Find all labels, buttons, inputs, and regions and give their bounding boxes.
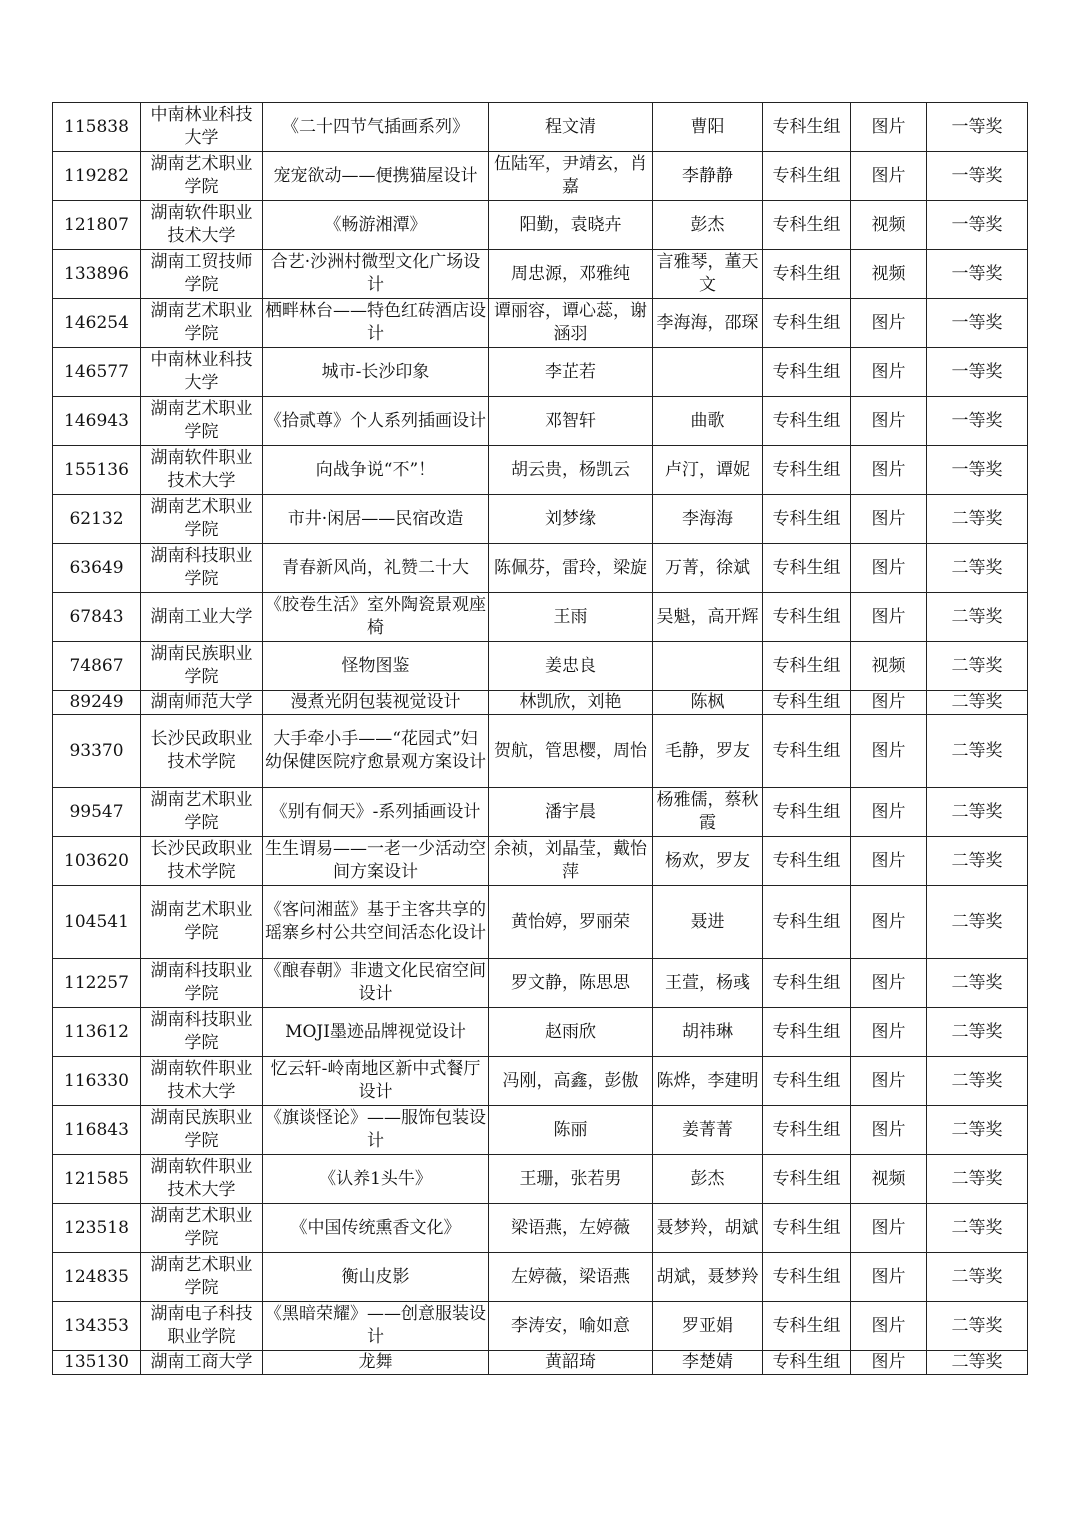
advisor-cell: 万菁，徐斌 xyxy=(653,544,763,593)
entry-id-cell: 116843 xyxy=(53,1106,141,1155)
prize-cell: 二等奖 xyxy=(927,886,1028,959)
advisor-cell: 胡斌，聂梦羚 xyxy=(653,1253,763,1302)
table-row xyxy=(53,1204,1028,1253)
prize-cell: 一等奖 xyxy=(927,250,1028,299)
advisor-cell: 陈枫 xyxy=(653,691,763,715)
authors-cell: 程文清 xyxy=(489,103,653,152)
work-title-cell: 龙舞 xyxy=(263,1351,489,1375)
authors-cell: 冯刚，高鑫，彭傲 xyxy=(489,1057,653,1106)
school-cell: 湖南科技职业学院 xyxy=(141,959,263,1008)
table-row xyxy=(53,1302,1028,1351)
group-cell: 专科生组 xyxy=(763,1351,851,1375)
authors-cell: 姜忠良 xyxy=(489,642,653,691)
school-cell: 湖南软件职业技术大学 xyxy=(141,446,263,495)
table-row xyxy=(53,1351,1028,1375)
prize-cell: 二等奖 xyxy=(927,495,1028,544)
entry-id-cell: 74867 xyxy=(53,642,141,691)
work-type-cell: 图片 xyxy=(851,544,927,593)
work-title-cell: 栖畔林台——特色红砖酒店设计 xyxy=(263,299,489,348)
authors-cell: 余祯，刘晶莹，戴怡萍 xyxy=(489,837,653,886)
work-type-cell: 视频 xyxy=(851,1155,927,1204)
authors-cell: 陈佩芬，雷玲，梁旋 xyxy=(489,544,653,593)
authors-cell: 谭丽容，谭心蕊，谢涵羽 xyxy=(489,299,653,348)
entry-id-cell: 121807 xyxy=(53,201,141,250)
work-type-cell: 图片 xyxy=(851,959,927,1008)
school-cell: 长沙民政职业技术学院 xyxy=(141,837,263,886)
award-table-body xyxy=(53,103,1028,1375)
work-type-cell: 图片 xyxy=(851,715,927,788)
advisor-cell: 胡祎琳 xyxy=(653,1008,763,1057)
prize-cell: 二等奖 xyxy=(927,1057,1028,1106)
table-row xyxy=(53,1106,1028,1155)
advisor-cell: 李海海，邵琛 xyxy=(653,299,763,348)
table-row xyxy=(53,788,1028,837)
work-type-cell: 图片 xyxy=(851,446,927,495)
entry-id-cell: 67843 xyxy=(53,593,141,642)
entry-id-cell: 115838 xyxy=(53,103,141,152)
group-cell: 专科生组 xyxy=(763,1302,851,1351)
table-row xyxy=(53,103,1028,152)
advisor-cell: 姜菁菁 xyxy=(653,1106,763,1155)
school-cell: 湖南软件职业技术大学 xyxy=(141,1155,263,1204)
entry-id-cell: 121585 xyxy=(53,1155,141,1204)
work-type-cell: 图片 xyxy=(851,1253,927,1302)
table-row xyxy=(53,348,1028,397)
table-row xyxy=(53,1008,1028,1057)
work-title-cell: 忆云轩-岭南地区新中式餐厅设计 xyxy=(263,1057,489,1106)
table-row xyxy=(53,397,1028,446)
school-cell: 湖南艺术职业学院 xyxy=(141,886,263,959)
table-row xyxy=(53,837,1028,886)
group-cell: 专科生组 xyxy=(763,886,851,959)
school-cell: 湖南艺术职业学院 xyxy=(141,1253,263,1302)
entry-id-cell: 62132 xyxy=(53,495,141,544)
table-row xyxy=(53,1253,1028,1302)
work-title-cell: 《认养1头牛》 xyxy=(263,1155,489,1204)
authors-cell: 林凯欣，刘艳 xyxy=(489,691,653,715)
group-cell: 专科生组 xyxy=(763,495,851,544)
group-cell: 专科生组 xyxy=(763,1204,851,1253)
prize-cell: 一等奖 xyxy=(927,348,1028,397)
work-type-cell: 图片 xyxy=(851,1106,927,1155)
prize-cell: 二等奖 xyxy=(927,959,1028,1008)
prize-cell: 二等奖 xyxy=(927,642,1028,691)
table-row xyxy=(53,1057,1028,1106)
prize-cell: 一等奖 xyxy=(927,299,1028,348)
group-cell: 专科生组 xyxy=(763,642,851,691)
work-type-cell: 图片 xyxy=(851,593,927,642)
group-cell: 专科生组 xyxy=(763,348,851,397)
group-cell: 专科生组 xyxy=(763,397,851,446)
school-cell: 湖南软件职业技术大学 xyxy=(141,1057,263,1106)
prize-cell: 二等奖 xyxy=(927,1106,1028,1155)
work-type-cell: 图片 xyxy=(851,495,927,544)
advisor-cell: 彭杰 xyxy=(653,1155,763,1204)
authors-cell: 贺航，管思樱，周怡 xyxy=(489,715,653,788)
group-cell: 专科生组 xyxy=(763,446,851,495)
authors-cell: 阳勤，袁晓卉 xyxy=(489,201,653,250)
authors-cell: 周忠源，邓雅纯 xyxy=(489,250,653,299)
school-cell: 长沙民政职业技术学院 xyxy=(141,715,263,788)
work-type-cell: 图片 xyxy=(851,788,927,837)
authors-cell: 黄韶琦 xyxy=(489,1351,653,1375)
work-title-cell: 《别有侗天》-系列插画设计 xyxy=(263,788,489,837)
work-title-cell: 青春新风尚，礼赞二十大 xyxy=(263,544,489,593)
authors-cell: 左婷薇，梁语燕 xyxy=(489,1253,653,1302)
work-title-cell: 《二十四节气插画系列》 xyxy=(263,103,489,152)
work-type-cell: 图片 xyxy=(851,299,927,348)
work-title-cell: 城市-长沙印象 xyxy=(263,348,489,397)
group-cell: 专科生组 xyxy=(763,715,851,788)
prize-cell: 二等奖 xyxy=(927,837,1028,886)
advisor-cell: 王萱，杨彧 xyxy=(653,959,763,1008)
work-title-cell: 《畅游湘潭》 xyxy=(263,201,489,250)
work-type-cell: 图片 xyxy=(851,1057,927,1106)
table-row xyxy=(53,691,1028,715)
work-type-cell: 图片 xyxy=(851,152,927,201)
group-cell: 专科生组 xyxy=(763,1008,851,1057)
prize-cell: 二等奖 xyxy=(927,1351,1028,1375)
work-type-cell: 图片 xyxy=(851,1302,927,1351)
authors-cell: 潘宇晨 xyxy=(489,788,653,837)
authors-cell: 李芷若 xyxy=(489,348,653,397)
prize-cell: 一等奖 xyxy=(927,152,1028,201)
group-cell: 专科生组 xyxy=(763,201,851,250)
school-cell: 湖南电子科技职业学院 xyxy=(141,1302,263,1351)
prize-cell: 二等奖 xyxy=(927,544,1028,593)
authors-cell: 王雨 xyxy=(489,593,653,642)
entry-id-cell: 99547 xyxy=(53,788,141,837)
school-cell: 湖南艺术职业学院 xyxy=(141,788,263,837)
group-cell: 专科生组 xyxy=(763,788,851,837)
school-cell: 湖南艺术职业学院 xyxy=(141,152,263,201)
work-title-cell: MOJI墨迹品牌视觉设计 xyxy=(263,1008,489,1057)
authors-cell: 梁语燕，左婷薇 xyxy=(489,1204,653,1253)
school-cell: 湖南民族职业学院 xyxy=(141,642,263,691)
prize-cell: 一等奖 xyxy=(927,201,1028,250)
advisor-cell: 聂进 xyxy=(653,886,763,959)
group-cell: 专科生组 xyxy=(763,593,851,642)
authors-cell: 陈丽 xyxy=(489,1106,653,1155)
work-title-cell: 大手牵小手——“花园式”妇幼保健医院疗愈景观方案设计 xyxy=(263,715,489,788)
school-cell: 湖南艺术职业学院 xyxy=(141,299,263,348)
advisor-cell: 李静静 xyxy=(653,152,763,201)
school-cell: 湖南工商大学 xyxy=(141,1351,263,1375)
work-title-cell: 衡山皮影 xyxy=(263,1253,489,1302)
group-cell: 专科生组 xyxy=(763,152,851,201)
work-title-cell: 《拾贰尊》个人系列插画设计 xyxy=(263,397,489,446)
entry-id-cell: 104541 xyxy=(53,886,141,959)
advisor-cell: 聂梦羚，胡斌 xyxy=(653,1204,763,1253)
work-type-cell: 图片 xyxy=(851,348,927,397)
work-title-cell: 《酿春朝》非遗文化民宿空间设计 xyxy=(263,959,489,1008)
entry-id-cell: 124835 xyxy=(53,1253,141,1302)
work-title-cell: 漫煮光阴包装视觉设计 xyxy=(263,691,489,715)
work-title-cell: 生生谓易——一老一少活动空间方案设计 xyxy=(263,837,489,886)
entry-id-cell: 113612 xyxy=(53,1008,141,1057)
entry-id-cell: 63649 xyxy=(53,544,141,593)
group-cell: 专科生组 xyxy=(763,1155,851,1204)
work-type-cell: 视频 xyxy=(851,250,927,299)
entry-id-cell: 112257 xyxy=(53,959,141,1008)
school-cell: 中南林业科技大学 xyxy=(141,348,263,397)
award-table xyxy=(52,102,1028,1375)
prize-cell: 二等奖 xyxy=(927,1008,1028,1057)
prize-cell: 一等奖 xyxy=(927,397,1028,446)
school-cell: 湖南科技职业学院 xyxy=(141,1008,263,1057)
advisor-cell: 罗亚娟 xyxy=(653,1302,763,1351)
advisor-cell xyxy=(653,348,763,397)
advisor-cell: 杨欢，罗友 xyxy=(653,837,763,886)
advisor-cell: 言雅琴，董天文 xyxy=(653,250,763,299)
advisor-cell: 李楚婧 xyxy=(653,1351,763,1375)
table-row xyxy=(53,201,1028,250)
prize-cell: 二等奖 xyxy=(927,1302,1028,1351)
table-row xyxy=(53,544,1028,593)
prize-cell: 二等奖 xyxy=(927,1155,1028,1204)
work-type-cell: 图片 xyxy=(851,103,927,152)
advisor-cell: 吴魁，高开辉 xyxy=(653,593,763,642)
school-cell: 湖南工业大学 xyxy=(141,593,263,642)
work-type-cell: 视频 xyxy=(851,201,927,250)
entry-id-cell: 103620 xyxy=(53,837,141,886)
advisor-cell: 曲歌 xyxy=(653,397,763,446)
authors-cell: 罗文静，陈思思 xyxy=(489,959,653,1008)
group-cell: 专科生组 xyxy=(763,691,851,715)
advisor-cell: 卢汀，谭妮 xyxy=(653,446,763,495)
work-title-cell: 《客问湘蓝》基于主客共享的瑶寨乡村公共空间活态化设计 xyxy=(263,886,489,959)
table-row xyxy=(53,495,1028,544)
group-cell: 专科生组 xyxy=(763,250,851,299)
table-row xyxy=(53,250,1028,299)
work-type-cell: 图片 xyxy=(851,691,927,715)
entry-id-cell: 134353 xyxy=(53,1302,141,1351)
entry-id-cell: 135130 xyxy=(53,1351,141,1375)
group-cell: 专科生组 xyxy=(763,959,851,1008)
entry-id-cell: 133896 xyxy=(53,250,141,299)
table-row xyxy=(53,446,1028,495)
prize-cell: 二等奖 xyxy=(927,788,1028,837)
entry-id-cell: 146577 xyxy=(53,348,141,397)
school-cell: 湖南工贸技师学院 xyxy=(141,250,263,299)
authors-cell: 刘梦缘 xyxy=(489,495,653,544)
group-cell: 专科生组 xyxy=(763,103,851,152)
authors-cell: 胡云贵，杨凯云 xyxy=(489,446,653,495)
authors-cell: 黄怡婷，罗丽荣 xyxy=(489,886,653,959)
group-cell: 专科生组 xyxy=(763,1253,851,1302)
table-row xyxy=(53,152,1028,201)
work-type-cell: 图片 xyxy=(851,837,927,886)
prize-cell: 二等奖 xyxy=(927,1204,1028,1253)
authors-cell: 伍陆军，尹靖玄，肖嘉 xyxy=(489,152,653,201)
school-cell: 湖南软件职业技术大学 xyxy=(141,201,263,250)
prize-cell: 一等奖 xyxy=(927,446,1028,495)
entry-id-cell: 146254 xyxy=(53,299,141,348)
prize-cell: 二等奖 xyxy=(927,593,1028,642)
entry-id-cell: 119282 xyxy=(53,152,141,201)
school-cell: 湖南艺术职业学院 xyxy=(141,397,263,446)
work-title-cell: 《旗谈怪论》——服饰包装设计 xyxy=(263,1106,489,1155)
advisor-cell: 彭杰 xyxy=(653,201,763,250)
group-cell: 专科生组 xyxy=(763,1057,851,1106)
work-type-cell: 图片 xyxy=(851,397,927,446)
entry-id-cell: 123518 xyxy=(53,1204,141,1253)
advisor-cell: 曹阳 xyxy=(653,103,763,152)
award-table-sheet xyxy=(52,102,1027,1375)
table-row xyxy=(53,593,1028,642)
entry-id-cell: 89249 xyxy=(53,691,141,715)
authors-cell: 赵雨欣 xyxy=(489,1008,653,1057)
work-title-cell: 怪物图鉴 xyxy=(263,642,489,691)
school-cell: 湖南艺术职业学院 xyxy=(141,1204,263,1253)
authors-cell: 王珊，张若男 xyxy=(489,1155,653,1204)
table-row xyxy=(53,299,1028,348)
advisor-cell: 李海海 xyxy=(653,495,763,544)
school-cell: 湖南科技职业学院 xyxy=(141,544,263,593)
table-row xyxy=(53,642,1028,691)
work-title-cell: 合艺·沙洲村微型文化广场设计 xyxy=(263,250,489,299)
school-cell: 湖南艺术职业学院 xyxy=(141,495,263,544)
prize-cell: 二等奖 xyxy=(927,715,1028,788)
authors-cell: 李涛安，喻如意 xyxy=(489,1302,653,1351)
group-cell: 专科生组 xyxy=(763,837,851,886)
prize-cell: 二等奖 xyxy=(927,691,1028,715)
work-type-cell: 图片 xyxy=(851,886,927,959)
work-title-cell: 宠宠欲动——便携猫屋设计 xyxy=(263,152,489,201)
work-title-cell: 市井·闲居——民宿改造 xyxy=(263,495,489,544)
table-row xyxy=(53,1155,1028,1204)
advisor-cell xyxy=(653,642,763,691)
work-type-cell: 图片 xyxy=(851,1008,927,1057)
entry-id-cell: 93370 xyxy=(53,715,141,788)
entry-id-cell: 155136 xyxy=(53,446,141,495)
table-row xyxy=(53,886,1028,959)
work-type-cell: 视频 xyxy=(851,642,927,691)
school-cell: 湖南民族职业学院 xyxy=(141,1106,263,1155)
authors-cell: 邓智轩 xyxy=(489,397,653,446)
advisor-cell: 陈烨，李建明 xyxy=(653,1057,763,1106)
advisor-cell: 毛静，罗友 xyxy=(653,715,763,788)
work-title-cell: 《胶卷生活》室外陶瓷景观座椅 xyxy=(263,593,489,642)
advisor-cell: 杨雅儒，蔡秋霞 xyxy=(653,788,763,837)
group-cell: 专科生组 xyxy=(763,299,851,348)
work-type-cell: 图片 xyxy=(851,1204,927,1253)
prize-cell: 二等奖 xyxy=(927,1253,1028,1302)
work-type-cell: 图片 xyxy=(851,1351,927,1375)
work-title-cell: 《中国传统熏香文化》 xyxy=(263,1204,489,1253)
group-cell: 专科生组 xyxy=(763,1106,851,1155)
entry-id-cell: 116330 xyxy=(53,1057,141,1106)
entry-id-cell: 146943 xyxy=(53,397,141,446)
work-title-cell: 《黑暗荣耀》——创意服装设计 xyxy=(263,1302,489,1351)
work-title-cell: 向战争说“不”！ xyxy=(263,446,489,495)
prize-cell: 一等奖 xyxy=(927,103,1028,152)
school-cell: 湖南师范大学 xyxy=(141,691,263,715)
table-row xyxy=(53,959,1028,1008)
school-cell: 中南林业科技大学 xyxy=(141,103,263,152)
group-cell: 专科生组 xyxy=(763,544,851,593)
table-row xyxy=(53,715,1028,788)
